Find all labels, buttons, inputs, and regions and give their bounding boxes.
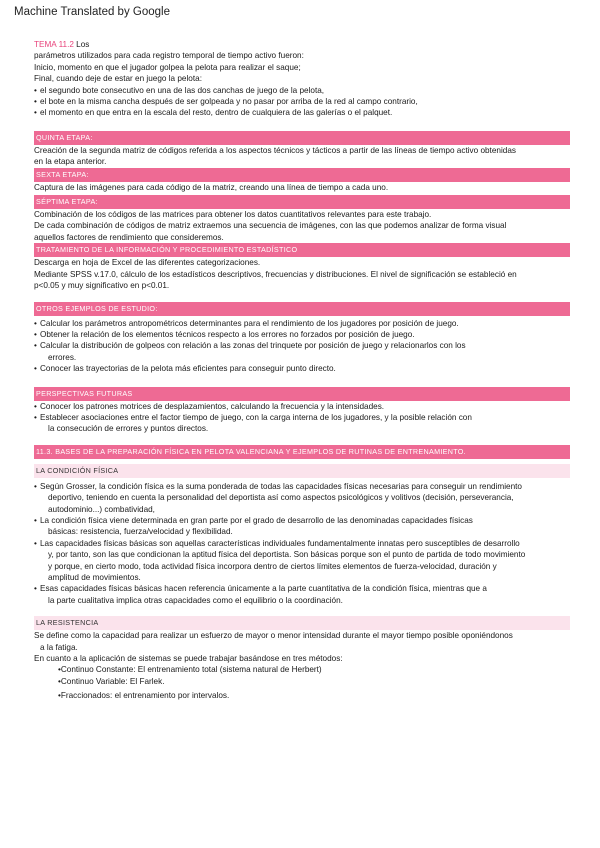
condicion-bullet-continuation: la parte cualitativa implica otras capacidades como el equilibrio o la coordinación. — [48, 595, 343, 605]
section-bar-tratamiento: TRATAMIENTO DE LA INFORMACIÓN Y PROCEDIMIENTO ESTADÍSTICO — [34, 243, 570, 257]
section-bar-otros: OTROS EJEMPLOS DE ESTUDIO: — [34, 302, 570, 316]
tratamiento-line: p<0.05 y muy significativo en p<0.01. — [34, 281, 170, 291]
perspectivas-bullet: • Conocer los patrones motrices de desplazamientos, calculando la frecuencia y la intensidades. — [34, 401, 385, 411]
section-bar-quinta: QUINTA ETAPA: — [34, 131, 570, 145]
tema-label: TEMA 11.2 — [34, 40, 74, 49]
resistencia-method: •Continuo Variable: El Farlek. — [58, 676, 165, 686]
perspectivas-bullet-continuation: la consecución de errores y puntos directos. — [48, 424, 209, 434]
condicion-bullet-continuation: y, por tanto, son las que condicionan la aptitud física del deportista. Son básicas porque son el punto de partida de todo movimiento — [48, 550, 526, 560]
section-bar-sexta: SEXTA ETAPA: — [34, 168, 570, 182]
otros-bullet: • Conocer las trayectorias de la pelota más eficientes para conseguir punto directo. — [34, 364, 336, 374]
quinta-line: Creación de la segunda matriz de códigos referida a los aspectos técnicos y tácticos a partir de las líneas de tiempo activo obtenidas — [34, 145, 516, 155]
intro-bullet: • el segundo bote consecutivo en una de las dos canchas de juego de la pelota, — [34, 85, 325, 95]
section-bar-perspectivas: PERSPECTIVAS FUTURAS — [34, 387, 570, 401]
otros-bullet-continuation: errores. — [48, 352, 77, 362]
intro-line: parámetros utilizados para cada registro temporal de tiempo activo fueron: — [34, 51, 304, 61]
intro-bullet: • el momento en que entra en la escala del resto, dentro de cualquiera de las galerías o el palquet. — [34, 108, 393, 118]
section-bar-septima: SÉPTIMA ETAPA: — [34, 195, 570, 209]
resistencia-line: En cuanto a la aplicación de sistemas se puede trabajar basándose en tres métodos: — [34, 654, 343, 664]
intro-line: Final, cuando deje de estar en juego la pelota: — [34, 74, 202, 84]
tratamiento-line: Mediante SPSS v.17.0, cálculo de los estadísticos descriptivos, frecuencias y distribuciones. El nivel de significación se estableció en — [34, 269, 517, 279]
resistencia-method: •Continuo Constante: El entrenamiento total (sistema natural de Herbert) — [58, 665, 322, 675]
resistencia-line: a la fatiga. — [40, 642, 78, 652]
machine-translated-header: Machine Translated by Google — [14, 6, 170, 18]
condicion-bullet: • Esas capacidades físicas básicas hacen referencia únicamente a la parte cuantitativa de la condición física, mientras que a — [34, 584, 487, 594]
condicion-bullet-continuation: básicas: resistencia, fuerza/velocidad y flexibilidad. — [48, 527, 233, 537]
otros-bullet: • Calcular la distribución de golpeos con relación a las zonas del trinquete por posición de juego y relacionarlos con los — [34, 341, 466, 351]
document-body — [34, 39, 570, 702]
subsection-resistencia: LA RESISTENCIA — [34, 616, 570, 630]
tema-rest: Los — [73, 40, 90, 49]
sexta-line: Captura de las imágenes para cada código de la matriz, creando una línea de tiempo a cada uno. — [34, 182, 389, 192]
condicion-bullet: • Según Grosser, la condición física es la suma ponderada de todas las capacidades físicas necesarias para conseguir un rendimiento — [34, 481, 522, 491]
septima-line: De cada combinación de códigos de matriz extraemos una secuencia de imágenes, con las que podemos analizar de forma visual — [34, 221, 507, 231]
resistencia-line: Se define como la capacidad para realizar un esfuerzo de mayor o menor intensidad durante el mayor tiempo posible oponiéndonos — [34, 631, 513, 641]
condicion-bullet: • La condición física viene determinada en gran parte por el grado de desarrollo de las denominadas capacidades físicas — [34, 515, 473, 525]
condicion-bullet-continuation: y porque, en cierto modo, toda actividad física incorpora dentro de ciertos límites elementos de fuerza-velocidad, duración y — [48, 561, 497, 571]
tratamiento-line: Descarga en hoja de Excel de las diferentes categorizaciones. — [34, 258, 261, 268]
intro-bullet: • el bote en la misma cancha después de ser golpeada y no pasar por arriba de la red al campo contrario, — [34, 97, 418, 107]
otros-bullet: • Obtener la relación de los elementos técnicos respecto a los errores no forzados por posición de juego. — [34, 329, 415, 339]
section-bar-bases: 11.3. BASES DE LA PREPARACIÓN FÍSICA EN PELOTA VALENCIANA Y EJEMPLOS DE RUTINAS DE ENTRENAMIENTO. — [34, 445, 570, 459]
perspectivas-bullet: • Establecer asociaciones entre el factor tiempo de juego, con la carga interna de los jugadores, y la posible relación con — [34, 412, 472, 422]
septima-line: Combinación de los códigos de las matrices para obtener los datos cuantitativos relevantes para este trabajo. — [34, 210, 432, 220]
condicion-bullet: • Las capacidades físicas básicas son aquellas características individuales fundamentalmente innatas pero susceptibles de desarrollo — [34, 538, 520, 548]
subsection-condicion: LA CONDICIÓN FÍSICA — [34, 464, 570, 478]
condicion-bullet-continuation: amplitud de movimientos. — [48, 573, 141, 582]
otros-bullet: • Calcular los parámetros antropométricos determinantes para el rendimiento de los jugadores por posición de juego. — [34, 318, 459, 328]
intro-line: Inicio, momento en que el jugador golpea la pelota para realizar el saque; — [34, 62, 301, 72]
septima-line: aquellos factores de rendimiento que consideremos. — [34, 232, 224, 242]
resistencia-method: •Fraccionados: el entrenamiento por intervalos. — [58, 691, 230, 701]
condicion-bullet-continuation: autodominio...) combatividad, — [48, 504, 155, 514]
quinta-line: en la etapa anterior. — [34, 157, 107, 167]
tema-heading — [34, 39, 570, 50]
condicion-bullet-continuation: deportivo, teniendo en cuenta la personalidad del deportista así como aspectos psicológicos y volitivos (decisión, perseverancia, — [48, 493, 514, 503]
